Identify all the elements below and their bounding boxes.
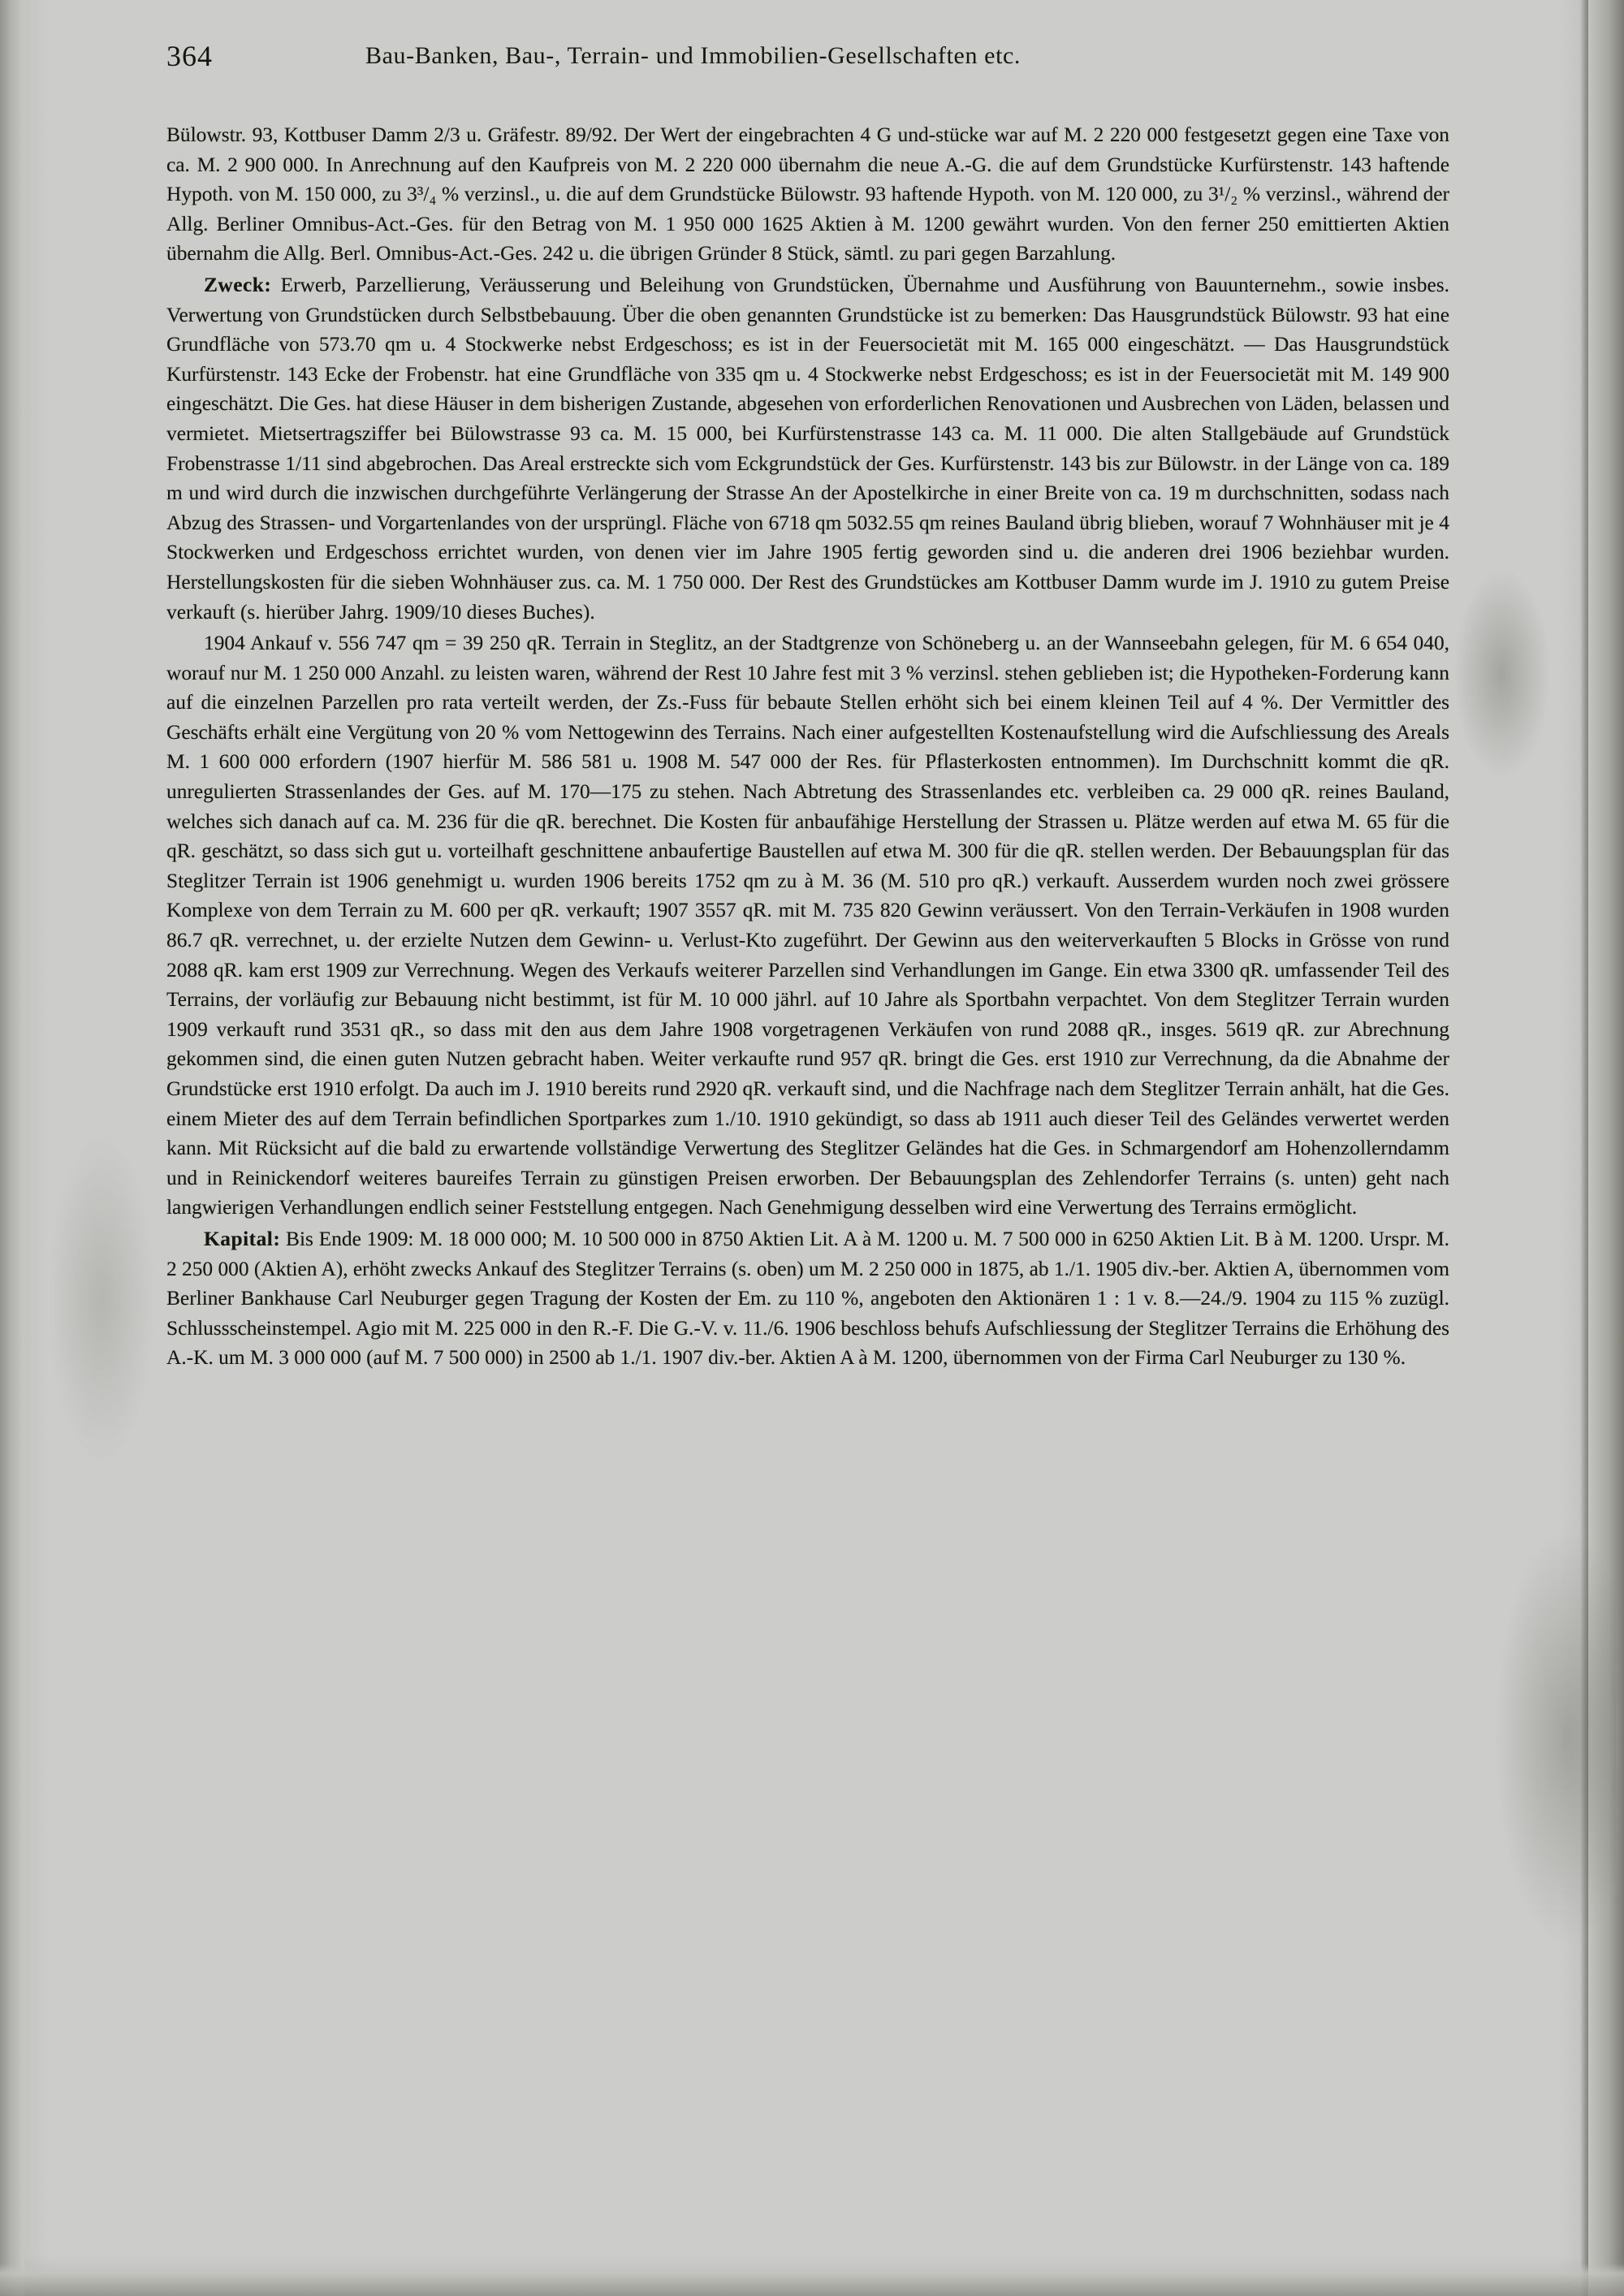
- page-content: [166, 32, 1449, 1373]
- paragraph-capital-lead: Kapital:: [204, 1227, 281, 1250]
- page-bottom-edge-shadow: [0, 2264, 1624, 2296]
- paragraph-purpose-lead: Zweck:: [204, 273, 272, 296]
- paper-stain-left: [49, 1137, 154, 1461]
- paragraph-purpose: [166, 270, 1449, 627]
- page-body: [166, 120, 1449, 1373]
- running-head-title: Bau-Banken, Bau-, Terrain- und Immobilien-Gesellschaften etc.: [365, 42, 1021, 69]
- paper-stain-right: [1453, 568, 1551, 779]
- page-number: 364: [166, 40, 213, 72]
- paragraph-purpose-text: Erwerb, Parzellierung, Veräusserung und Beleihung von Grundstücken, Übernahme und Ausführung von Bauunternehm., sowie insbes. Verwertung von Grundstücken durch Selbstbebauung. Über die oben genannten Grundstücke ist zu bemerken: Das Hausgrundstück Bülowstr. 93 hat eine Grundfläche von 573.70 qm u. 4 Stockwerke nebst Erdgeschoss; es ist in der Feuersocietät mit M. 165 000 eingeschätzt. — Das Hausgrundstück Kurfürstenstr. 143 Ecke der Frobenstr. hat eine Grundfläche von 335 qm u. 4 Stockwerke nebst Erdgeschoss; es ist in der Feuersocietät mit M. 149 900 eingeschätzt. Die Ges. hat diese Häuser in dem bisherigen Zustande, abgesehen von erforderlichen Renovationen und Ausbrechen von Läden, belassen und vermietet. Mietsertragsziffer bei Bülowstrasse 93 ca. M. 15 000, bei Kurfürstenstrasse 143 ca. M. 11 000. Die alten Stallgebäude auf Grundstück Frobenstrasse 1/11 sind abgebrochen. Das Areal erstreckte sich vom Eckgrundstück der Ges. Kurfürstenstr. 143 bis zur Bülowstr. in der Länge von ca. 189 m und wird durch die inzwischen durchgeführte Verlängerung der Strasse An der Apostelkirche in einer Breite von ca. 19 m durchschnitten, sodass nach Abzug des Strassen- und Vorgartenlandes von der ursprüngl. Fläche von 6718 qm 5032.55 qm reines Bauland übrig blieben, worauf 7 Wohnhäuser mit je 4 Stockwerken und Erdgeschoss errichtet wurden, von denen vier im Jahre 1905 fertig geworden sind u. die anderen drei 1906 beziehbar wurden. Herstellungskosten für die sieben Wohnhäuser zus. ca. M. 1 750 000. Der Rest des Grundstückes am Kottbuser Damm wurde im J. 1910 zu gutem Preise verkauft (s. hierüber Jahrg. 1909/10 dieses Buches).: [166, 273, 1449, 624]
- paragraph-capital: [166, 1224, 1449, 1373]
- paragraph-capital-text: Bis Ende 1909: M. 18 000 000; M. 10 500 000 in 8750 Aktien Lit. A à M. 1200 u. M. 7 500 000 in 6250 Aktien Lit. B à M. 1200. Urspr. M. 2 250 000 (Aktien A), erhöht zwecks Ankauf des Steglitzer Terrains (s. oben) um M. 2 250 000 in 1875, ab 1./1. 1905 div.-ber. Aktien A, übernommen vom Berliner Bankhause Carl Neuburger gegen Tragung der Kosten der Em. zu 110 %, angeboten den Aktionären 1 : 1 v. 8.—24./9. 1904 zu 115 % zuzügl. Schlussscheinstempel. Agio mit M. 225 000 in den R.-F. Die G.-V. v. 11./6. 1906 beschloss behufs Aufschliessung der Steglitzer Terrains die Erhöhung des A.-K. um M. 3 000 000 (auf M. 7 500 000) in 2500 ab 1./1. 1907 div.-ber. Aktien A à M. 1200, übernommen von der Firma Carl Neuburger zu 130 %.: [166, 1227, 1449, 1370]
- page-left-edge-shadow: [0, 0, 24, 2296]
- page-header: [166, 32, 1449, 83]
- page-right-edge-shadow: [1587, 0, 1624, 2296]
- paragraph-steglitz-terrain: 1904 Ankauf v. 556 747 qm = 39 250 qR. Terrain in Steglitz, an der Stadtgrenze von Schöneberg u. an der Wannseebahn gelegen, für M. 6 654 040, worauf nur M. 1 250 000 Anzahl. zu leisten waren, während der Rest 10 Jahre fest mit 3 % verzinsl. stehen geblieben ist; die Hypotheken-Forderung kann auf die einzelnen Parzellen pro rata verteilt werden, der Zs.-Fuss für bebaute Stellen erhöht sich bei einem kleinen Teil auf 4 %. Der Vermittler des Geschäfts erhält eine Vergütung von 20 % vom Nettogewinn des Terrains. Nach einer aufgestellten Kostenaufstellung wird die Aufschliessung des Areals M. 1 600 000 erfordern (1907 hierfür M. 586 581 u. 1908 M. 547 000 der Res. für Pflasterkosten entnommen). Im Durchschnitt kommt die qR. unregulierten Strassenlandes der Ges. auf M. 170—175 zu stehen. Nach Abtretung des Strassenlandes etc. verbleiben ca. 29 000 qR. reines Bauland, welches sich danach auf ca. M. 236 für die qR. berechnet. Die Kosten für anbaufähige Herstellung der Strassen u. Plätze werden auf etwa M. 65 für die qR. geschätzt, so dass sich gut u. vorteilhaft geschnittene anbaufertige Baustellen auf etwa M. 300 für die qR. stellen werden. Der Bebauungsplan für das Steglitzer Terrain ist 1906 genehmigt u. wurden 1906 bereits 1752 qm zu à M. 36 (M. 510 pro qR.) verkauft. Ausserdem wurden noch zwei grössere Komplexe von dem Terrain zu M. 600 per qR. verkauft; 1907 3557 qR. mit M. 735 820 Gewinn veräussert. Von den Terrain-Verkäufen in 1908 wurden 86.7 qR. verrechnet, u. der erzielte Nutzen dem Gewinn- u. Verlust-Kto zugeführt. Der Gewinn aus den weiterverkauften 5 Blocks in Grösse von rund 2088 qR. kam erst 1909 zur Verrechnung. Wegen des Verkaufs weiterer Parzellen sind Verhandlungen im Gange. Ein etwa 3300 qR. umfassender Teil des Terrains, der vorläufig zur Bebauung nicht bestimmt, ist für M. 10 000 jährl. auf 10 Jahre als Sportbahn verpachtet. Von dem Steglitzer Terrain wurden 1909 verkauft rund 3531 qR., so dass mit den aus dem Jahre 1908 vorgetragenen Verkäufen von rund 2088 qR., insges. 5619 qR. zur Abrechnung gekommen sind, die einen guten Nutzen gebracht haben. Weiter verkaufte rund 957 qR. bringt die Ges. erst 1910 zur Verrechnung, da die Abnahme der Grundstücke erst 1910 erfolgt. Da auch im J. 1910 bereits rund 2920 qR. verkauft sind, und die Nachfrage nach dem Steglitzer Terrain anhält, hat die Ges. einem Mieter des auf dem Terrain befindlichen Sportparkes zum 1./10. 1910 gekündigt, so dass ab 1911 auch dieser Teil des Geländes verwertet werden kann. Mit Rücksicht auf die bald zu erwartende vollständige Verwertung des Steglitzer Geländes hat die Ges. in Schmargendorf am Hohenzollerndamm und in Reinickendorf weiteres baureifes Terrain zu günstigen Preisen erworben. Der Bebauungsplan des Zehlendorfer Terrains (s. unten) geht nach langwierigen Verhandlungen endlich seiner Feststellung entgegen. Nach Genehmigung desselben wird eine Verwertung des Terrains ermöglicht.: [166, 632, 1449, 1219]
- page-right-crease: [1580, 0, 1588, 2296]
- paragraph-company-capital-origin: Bülowstr. 93, Kottbuser Damm 2/3 u. Gräfestr. 89/92. Der Wert der eingebrachten 4 G und-stücke war auf M. 2 220 000 festgesetzt gegen eine Taxe von ca. M. 2 900 000. In Anrechnung auf den Kaufpreis von M. 2 220 000 übernahm die neue A.-G. die auf dem Grundstücke Kurfürstenstr. 143 haftende Hypoth. von M. 150 000, zu 3³/₄ % verzinsl., u. die auf dem Grundstücke Bülowstr. 93 haftende Hypoth. von M. 120 000, zu 3¹/₂ % verzinsl., während der Allg. Berliner Omnibus-Act.-Ges. für den Betrag von M. 1 950 000 1625 Aktien à M. 1200 gewährt wurden. Von den ferner 250 emittierten Aktien übernahm die Allg. Berl. Omnibus-Act.-Ges. 242 u. die übrigen Gründer 8 Stück, sämtl. zu pari gegen Barzahlung.: [166, 123, 1449, 265]
